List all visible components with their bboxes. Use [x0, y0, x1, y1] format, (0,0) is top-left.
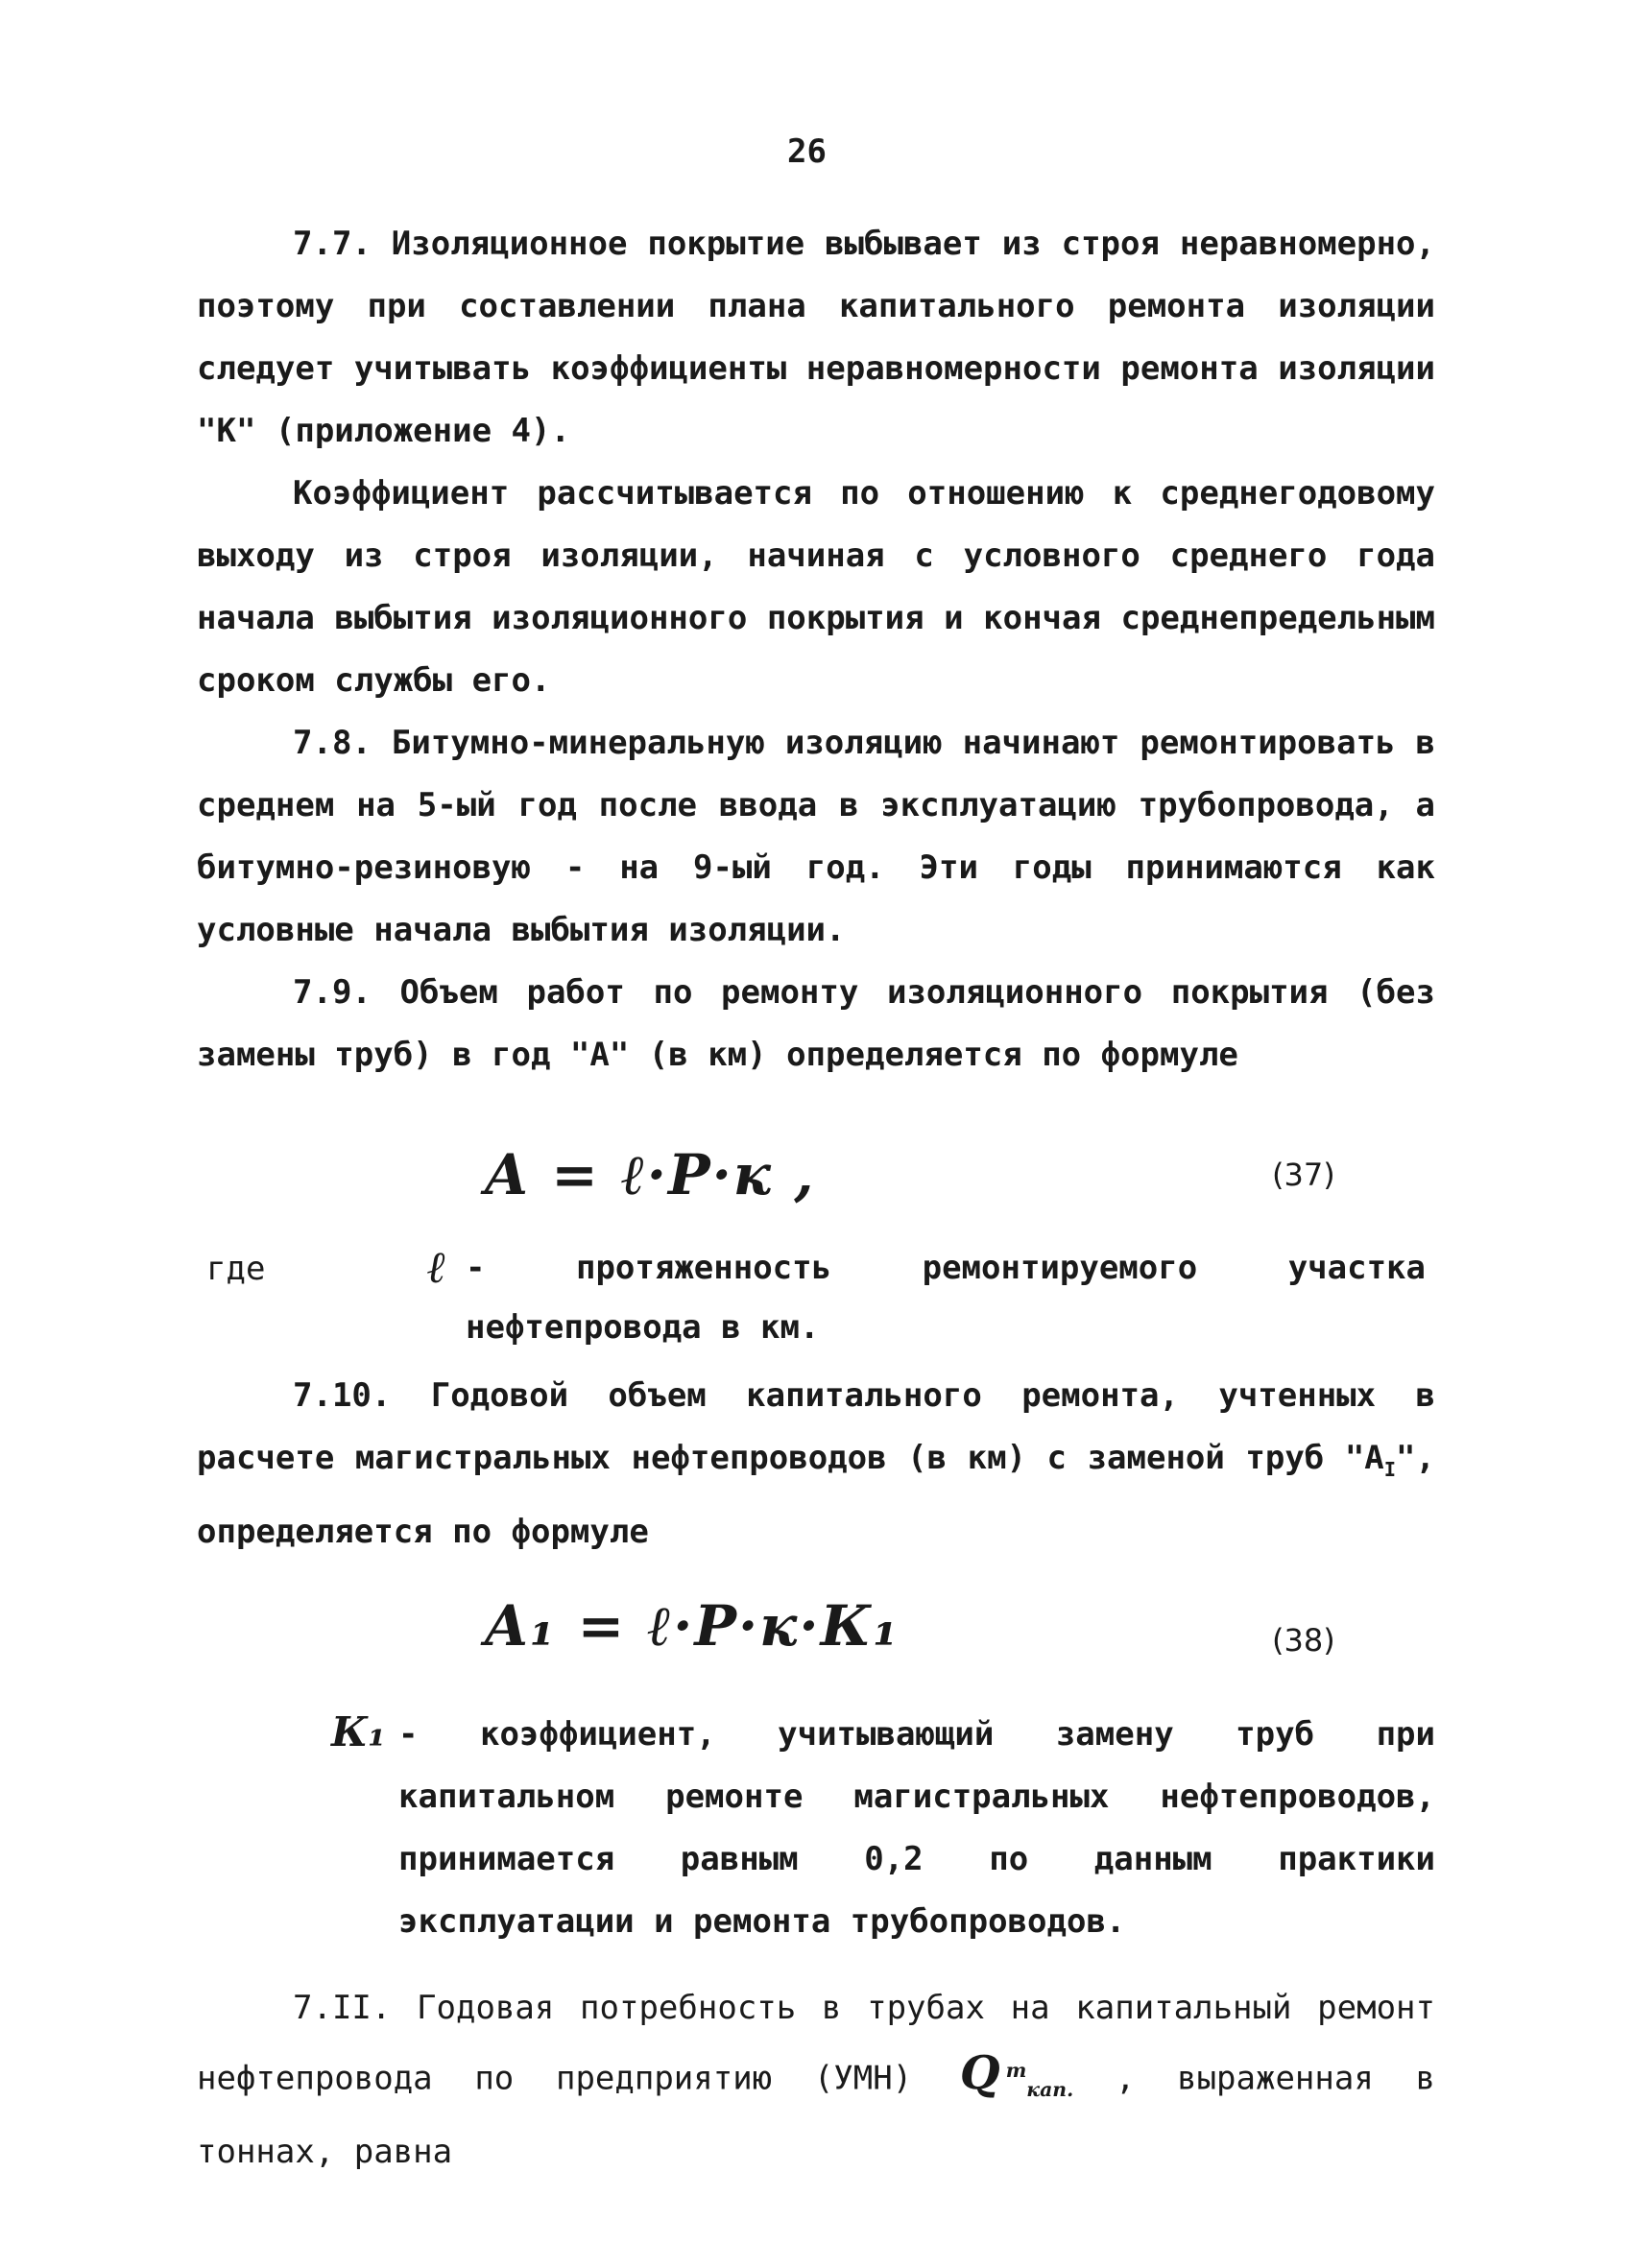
paragraph-7-7 [197, 213, 1435, 463]
paragraph-7-7-coefficient [197, 463, 1435, 712]
where-label: где [206, 1250, 266, 1288]
paragraph-7-7-text: 7.7. Изоляционное покрытие выбывает из строя неравномерно, поэтому при составлении плана капитального ремонта изоляции следует учитывать коэффициенты неравномерности ремонта изоляции "К" (приложение 4). [197, 225, 1435, 450]
k1-definition: - коэффициент, учитывающий замену труб при капитальном ремонте магистральных нефтепроводов, принимается равным 0,2 по данным практики эксплуатации и ремонта трубопроводов. [398, 1715, 1435, 1941]
paragraph-7-9 [197, 962, 1435, 1086]
q-superscript: т [1005, 2059, 1027, 2082]
paragraph-7-7b-text: Коэффициент рассчитывается по отношению к среднегодовому выходу из строя изоляции, начиная с условного среднего года начала выбытия изоляционного покрытия и кончая среднепредельным сроком службы его. [197, 474, 1435, 700]
formula-38: A₁ = ℓ·P·к·К₁ [485, 1593, 900, 1659]
l-definition: - протяженность ремонтируемого участка нефтепровода в км. [466, 1249, 1426, 1347]
paragraph-7-11-text-b: , выраженная в тоннах, равна [197, 2059, 1435, 2172]
paragraph-7-10-text-b: ", определяется по формуле [197, 1439, 1435, 1551]
q-symbol: Q [959, 2046, 1000, 2101]
formula-38-number: (38) [1272, 1622, 1335, 1659]
formula-37: A = ℓ·P·к , [485, 1142, 816, 1207]
paragraph-7-10-subscript: I [1383, 1457, 1397, 1481]
paragraph-7-8 [197, 712, 1435, 962]
page-number: 26 [787, 132, 827, 171]
k1-symbol: К₁ [331, 1708, 386, 1755]
paragraph-7-10-text-a: 7.10. Годовой объем капитального ремонта, учтенных в расчете магистральных нефтепроводов (в км) с заменой труб "А [197, 1376, 1435, 1477]
q-subscript: кап. [1026, 2078, 1074, 2102]
formula-37-number: (37) [1272, 1157, 1335, 1193]
paragraph-7-11-text-a: 7.II. Годовая потребность в трубах на капитальный ремонт нефтепровода по предприятию (УМН) [197, 1989, 1435, 2098]
paragraph-7-9-text: 7.9. Объем работ по ремонту изоляционного покрытия (без замены труб) в год "А" (в км) определяется по формуле [197, 973, 1435, 1074]
paragraph-7-10 [197, 1365, 1435, 1564]
paragraph-7-8-text: 7.8. Битумно-минеральную изоляцию начинают ремонтировать в среднем на 5-ый год после ввода в эксплуатацию трубопровода, а битумно-резиновую - на 9-ый год. Эти годы принимаются как условные начала выбытия изоляции. [197, 724, 1435, 949]
l-symbol: ℓ [427, 1241, 446, 1293]
paragraph-7-11 [197, 1977, 1435, 2184]
